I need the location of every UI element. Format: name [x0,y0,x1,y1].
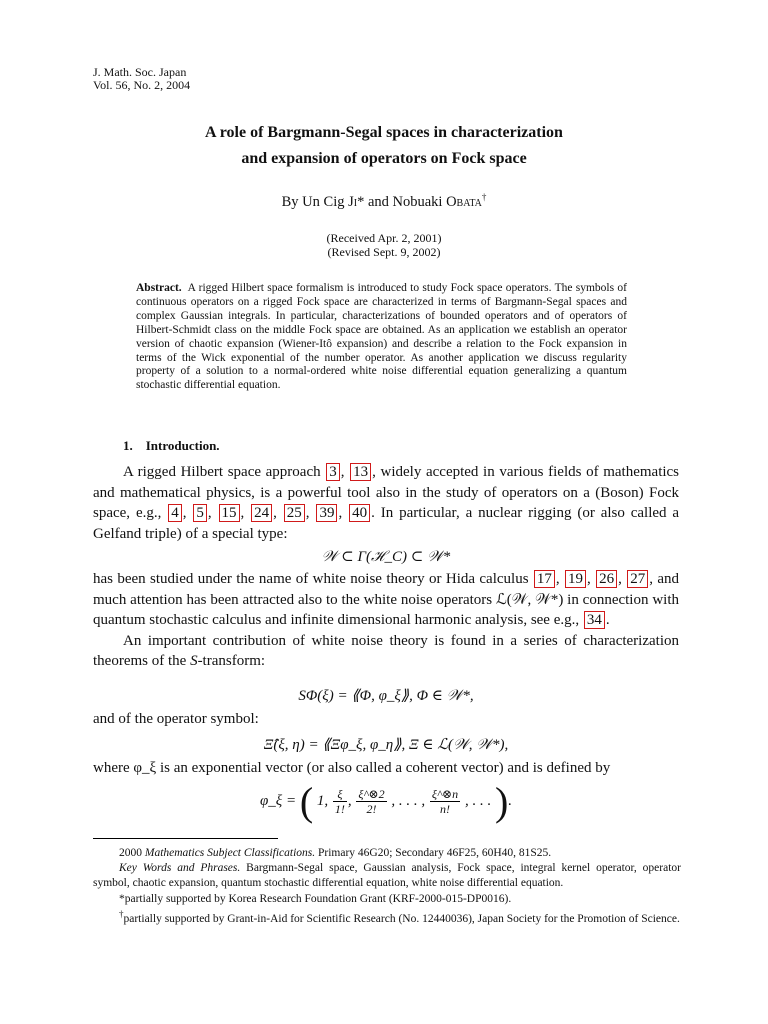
dates-block [90,231,678,259]
body-text: , widely accepted in various fields of mathematics and mathematical physics, is a powerful tool also in the study of operators on a (Boson) Fock space, e.g., [93,464,680,521]
citation-link[interactable]: 40 [349,504,370,522]
body-text: . [605,612,610,628]
abstract-label: Abstract. [136,282,182,294]
journal-name: J. Math. Soc. Japan [93,65,187,79]
authors-line [90,192,678,211]
citation-link[interactable]: 13 [350,463,371,481]
revised-date: (Revised Sept. 9, 2002) [327,245,441,259]
footnote-msc [93,846,681,861]
body-text: , [618,571,627,587]
intro-paragraph-4 [93,758,679,779]
footnote-label: Mathematics Subject Classifications. [144,847,316,859]
equation-exponential-vector: φ_ξ = ( 1, $\frac{\xi}{1!}$ , $\frac{\xi\^{}\otimes 2}{2!}$ , . . . , $\frac{\xi\^{}\otimes n}{n!}$ , . . . ). [259,779,513,824]
section-number: 1. [123,438,133,453]
abstract [136,282,627,393]
footnotes [93,846,681,927]
author-2-mark: † [481,192,487,202]
body-text: , [338,505,349,521]
footnote-text: Primary 46G20; Secondary 46F25, 60H40, 81S25. [318,847,552,859]
footnote-text: partially supported by Grant-in-Aid for Scientific Research (No. 12440036), Japan Society for the Promotion of Science. [123,912,680,925]
title-line-2: and expansion of operators on Fock space [241,150,527,167]
journal-volume: Vol. 56, No. 2, 2004 [93,78,191,92]
footnote-text: Bargmann-Segal space, Gaussian analysis, Fock space, integral kernel operator, operator symbol, chaotic expansion, quantum stochastic differential equation, white noise differential equation. [93,862,681,890]
citation-link[interactable]: 5 [193,504,207,522]
body-text: -transform: [197,653,266,669]
citation-link[interactable]: 24 [251,504,272,522]
intro-paragraph-3 [93,709,679,730]
paper-title [90,120,678,172]
section-heading [123,438,220,454]
citation-link[interactable]: 27 [627,570,648,588]
abstract-text: A rigged Hilbert space formalism is introduced to study Fock space operators. The symbols of continuous operators on a rigged Fock space are characterized in terms of Bargmann-Segal spaces and complex Gaussian integrals. In particular, characterizations of bounded operators and of operators of Hilbert-Schmidt class on the middle Fock space are obtained. As an application we establish an operator version of chaotic expansion (Wiener-Itô expansion) and describe a relation to the Fock expansion in terms of the Wick exponential of the number operator. As another application we discuss regularity property of a solution to a normal-ordered white noise differential equation generalizing a quantum stochastic differential equation. [136,282,627,392]
equation-gelfand-triple: 𝒲 ⊂ Γ(ℋ_C) ⊂ 𝒲* [321,549,451,565]
body-text: , [207,505,218,521]
citation-link[interactable]: 39 [316,504,337,522]
citation-link[interactable]: 19 [565,570,586,588]
footnote-text: partially supported by Korea Research Foundation Grant (KRF-2000-015-DP0016). [124,892,512,905]
body-text: S [190,653,198,669]
intro-paragraph-1 [93,462,679,544]
citation-link[interactable]: 26 [596,570,617,588]
eq-lhs: φ_ξ = [259,792,297,809]
by-label: By [281,193,299,210]
equation-s-transform: SΦ(ξ) = ⟪Φ, φ_ξ⟫, Φ ∈ 𝒲*, [298,688,474,704]
right-paren: ) [494,779,509,824]
author-1-given: Un Cig [302,193,345,210]
numerator: ξ^⊗n [431,787,459,801]
citation-link[interactable]: 25 [284,504,305,522]
fraction [430,787,460,816]
citation-link[interactable]: 15 [219,504,240,522]
eq-term: , . . . , [391,792,426,809]
author-1-mark: * [357,193,365,210]
body-text: and of the operator symbol: [93,711,259,727]
footnote-text: 2000 [119,847,142,859]
body-text: , [305,505,316,521]
footnote-grant-1 [93,892,681,907]
body-text: , [340,464,350,480]
and-label: and [367,193,389,210]
fraction [333,787,347,816]
body-text: A rigged Hilbert space approach [123,464,326,480]
footnote-mark: * [119,892,125,905]
citation-link[interactable]: 3 [326,463,340,481]
author-1-family: Ji [348,193,358,210]
journal-header [93,66,190,92]
body-text: An important contribution of white noise theory is found in a series of characterization theorems of the [93,632,679,669]
eq-term: . [508,792,513,809]
numerator: ξ^⊗2 [358,787,385,801]
body-text: where φ_ξ is an exponential vector (or also called a coherent vector) and is defined by [93,760,611,776]
author-2-family: Obata [446,193,482,210]
citation-link[interactable]: 17 [534,570,555,588]
body-text: , [587,571,596,587]
body-text: , [182,505,193,521]
footnote-keywords [93,861,681,891]
body-text: , [240,505,251,521]
citation-link[interactable]: 4 [168,504,182,522]
footnote-label: Key Words and Phrases. [119,862,241,875]
footnote-mark: † [119,908,124,919]
equation-operator-symbol: Ξ̂(ξ, η) = ⟪Ξφ_ξ, φ_η⟫, Ξ ∈ ℒ(𝒲, 𝒲*), [263,737,509,753]
eq-term: 1, [316,792,329,809]
eq-term: , . . . [464,792,492,809]
body-text: . In particular, a nuclear rigging (or also called a Gelfand triple) of a special type: [93,505,680,542]
citation-link[interactable]: 34 [584,611,605,629]
title-line-1: A role of Bargmann-Segal spaces in characterization [205,124,563,141]
body-text: has been studied under the name of white noise theory or Hida calculus [93,571,533,587]
intro-paragraph-2 [93,569,679,672]
body-text: , and much attention has been attracted also to the white noise operators ℒ(𝒲, 𝒲*) in connection with quantum stochastic calculus and infinite dimensional harmonic analysis, see e.g., [93,571,680,628]
denominator: n! [440,802,451,816]
footnote-grant-2 [93,907,681,927]
footnote-rule [93,838,278,839]
denominator: 2! [366,802,377,816]
body-text: , [555,571,565,587]
section-title: Introduction. [145,438,220,453]
received-date: (Received Apr. 2, 2001) [326,231,442,245]
numerator: ξ [333,787,347,802]
denominator: 1! [334,802,345,816]
left-paren: ( [299,779,314,824]
body-text: , [273,505,283,521]
author-2-given: Nobuaki [392,193,443,210]
fraction [356,787,386,816]
